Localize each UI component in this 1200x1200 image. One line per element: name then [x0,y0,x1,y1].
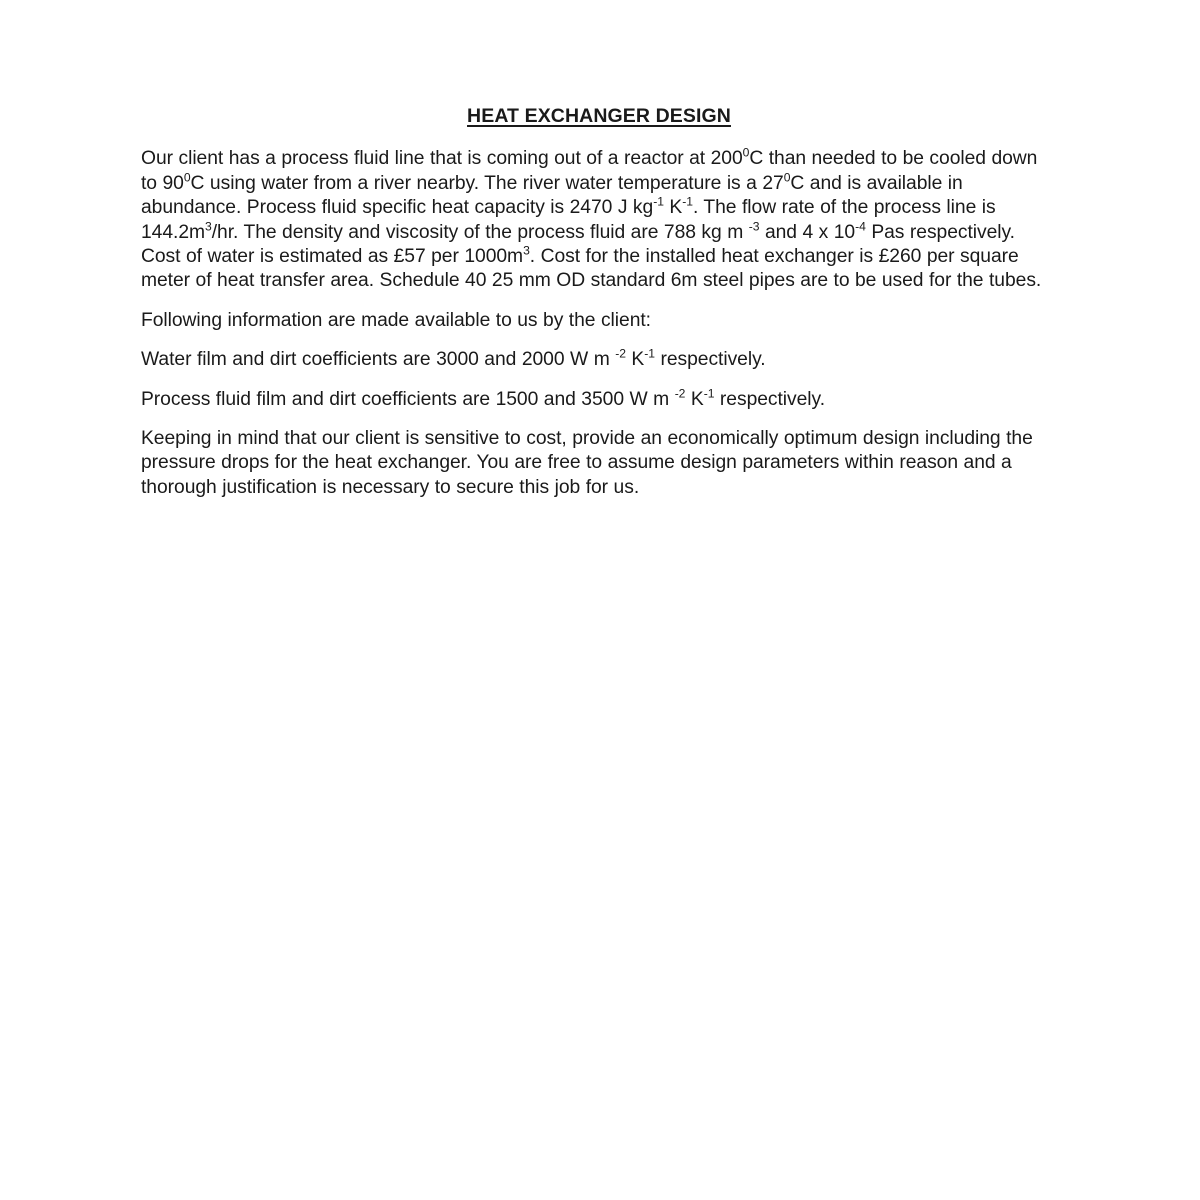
paragraph-process-fluid-coefficients: Process fluid film and dirt coefficients are 1500 and 3500 W m $^{-2}$ $K^{-1}$ respectively. [141,386,826,410]
paragraph-info-intro: Following information are made available to us by the client: [141,309,651,331]
superscript: -1 [703,386,715,401]
superscript: -2 [615,346,626,361]
page-title [141,104,1057,128]
paragraph-intro: Our client has a process fluid line that is coming out of a reactor at $200^0C$ than needed to be cooled down to $90^0C$ using water from a river nearby. The river water temperature is a $27^0C$ and is available in abundance. Process fluid specific heat capacity is 2470 J $kg^{-1}$ $K^{-1}$. The flow rate of the process line is $144.2m^3/hr$. The density and viscosity of the process fluid are 788 kg m $^{-3}$ and 4 x $10^{-4}$ Pas respectively. Cost of water is estimated as £57 per $1000m^3$. Cost for the installed heat exchanger is £260 per square meter of heat transfer area. Schedule 40 25 mm OD standard 6m steel pipes are to be used for the tubes. [141,145,1042,292]
superscript: -1 [653,194,664,209]
superscript: -1 [682,194,693,209]
superscript: 0 [783,170,791,185]
page-title-text: HEAT EXCHANGER DESIGN [467,105,731,127]
superscript: -3 [748,219,760,234]
superscript: -2 [674,386,686,401]
superscript: -4 [855,219,866,234]
superscript: 0 [183,170,191,185]
paragraph-water-coefficients: Water film and dirt coefficients are 3000 and 2000 W m $^{-2}$ $K^{-1}$ respectively. [141,346,766,371]
superscript: 3 [523,243,530,258]
superscript: 0 [742,145,750,160]
document-body [141,104,1057,500]
superscript: 3 [205,219,212,234]
superscript: -1 [644,346,655,361]
paragraph-closing-brief: Keeping in mind that our client is sensitive to cost, provide an economically optimum design including the pressure drops for the heat exchanger. You are free to assume design parameters within reason and a thorough justification is necessary to secure this job for us. [141,428,1033,498]
paragraph-list [141,147,1057,500]
